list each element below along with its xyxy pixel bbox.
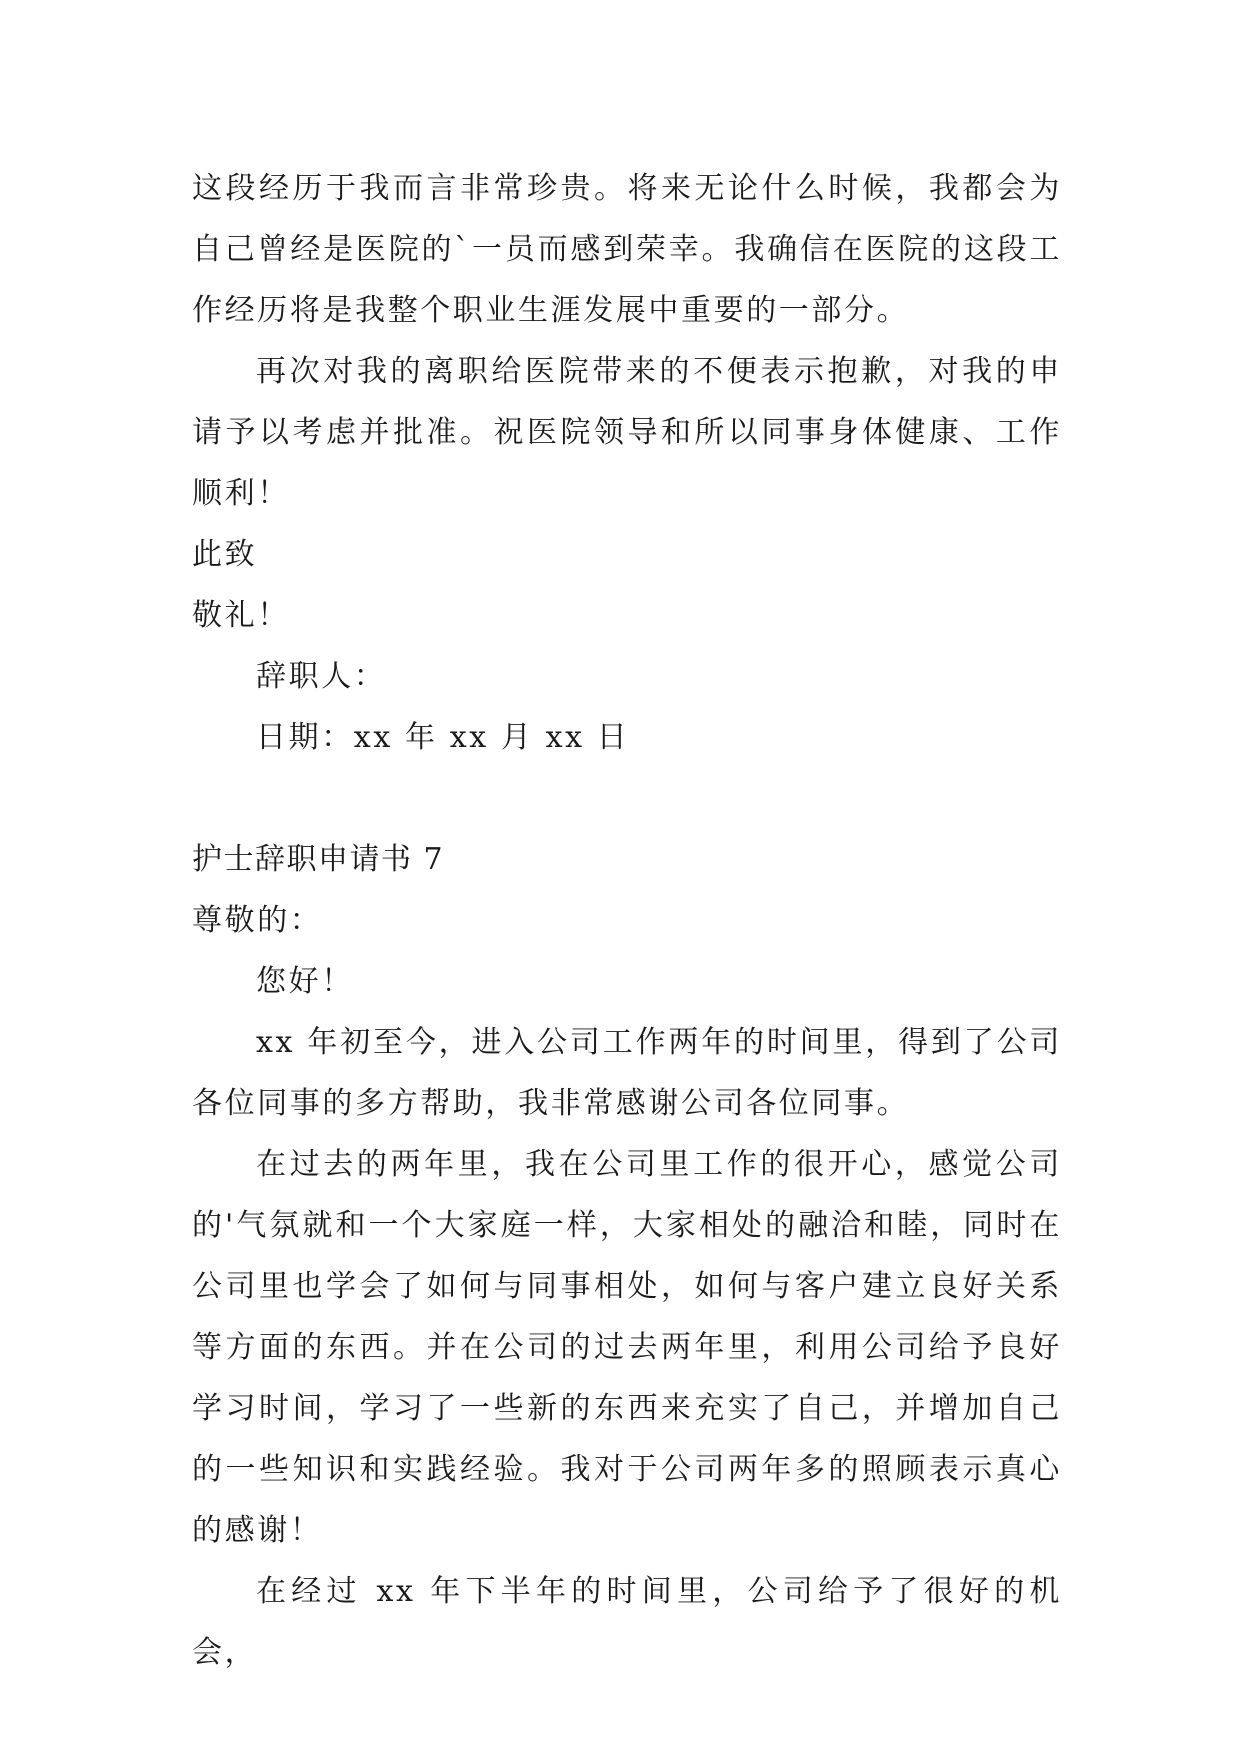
paragraph-apology: 再次对我的离职给医院带来的不便表示抱歉，对我的申请予以考虑并批准。祝医院领导和所以同事身体健康、工作顺利！	[192, 354, 1062, 511]
date-line: 日期：xx 年 xx 月 xx 日	[256, 720, 630, 755]
section-gap	[192, 768, 1062, 829]
closing-line-2: 敬礼！	[192, 598, 290, 633]
salutation: 尊敬的：	[192, 903, 323, 938]
paragraph-experience: 这段经历于我而言非常珍贵。将来无论什么时候，我都会为自己曾经是医院的`一员而感到荣幸。我确信在医院的这段工作经历将是我整个职业生涯发展中重要的一部分。	[192, 171, 1062, 328]
paragraph-past-two-years: 在过去的两年里，我在公司里工作的很开心，感觉公司的'气氛就和一个大家庭一样，大家相处的融洽和睦，同时在公司里也学会了如何与同事相处，如何与客户建立良好关系等方面的东西。并在公司的过去两年里，利用公司给予良好学习时间，学习了一些新的东西来充实了自己，并增加自己的一些知识和实践经验。我对于公司两年多的照顾表示真心的感谢！	[192, 1147, 1062, 1548]
resigner-label: 辞职人：	[256, 659, 387, 694]
closing-line-1: 此致	[192, 537, 258, 572]
greeting: 您好！	[256, 964, 354, 999]
document-body	[192, 158, 1062, 1683]
paragraph-second-half: 在经过 xx 年下半年的时间里，公司给予了很好的机会，	[192, 1574, 1062, 1670]
paragraph-intro: xx 年初至今，进入公司工作两年的时间里，得到了公司各位同事的多方帮助，我非常感谢公司各位同事。	[192, 1025, 1062, 1121]
letter-title: 护士辞职申请书 7	[192, 842, 445, 877]
